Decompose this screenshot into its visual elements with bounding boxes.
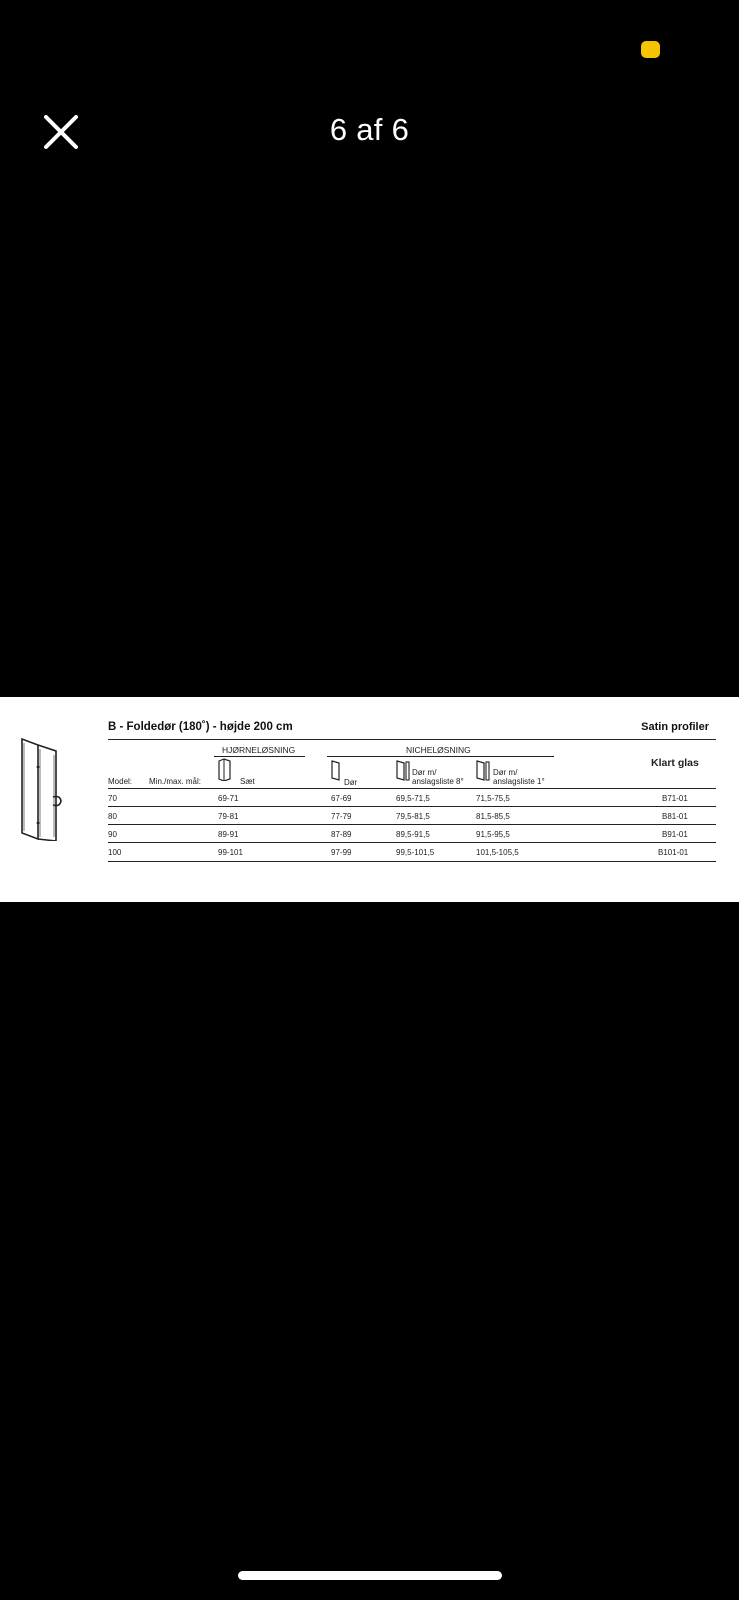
row-rule xyxy=(108,806,716,807)
group-corner-rule xyxy=(214,756,305,757)
status-indicator xyxy=(641,41,660,58)
col-set: Sæt xyxy=(240,777,255,786)
col-strip1-line2: anslagsliste 1° xyxy=(493,777,545,786)
document-title: B - Foldedør (180˚) - højde 200 cm xyxy=(108,721,293,733)
cell-door: 77-79 xyxy=(331,812,352,821)
col-glass: Klart glas xyxy=(651,757,699,769)
cell-strip8: 89,5-91,5 xyxy=(396,830,430,839)
col-door: Dør xyxy=(344,778,358,787)
table-bottom-rule xyxy=(108,861,716,862)
cell-glass: B101-01 xyxy=(658,848,689,857)
door-icon xyxy=(330,759,342,781)
col-strip8-line1: Dør m/ xyxy=(412,768,437,777)
cell-strip8: 99,5-101,5 xyxy=(396,848,435,857)
col-model: Model: xyxy=(108,777,133,786)
cell-door: 87-89 xyxy=(331,830,352,839)
cell-strip8: 69,5-71,5 xyxy=(396,794,430,803)
cell-strip1: 71,5-75,5 xyxy=(476,794,510,803)
document-image[interactable] xyxy=(0,697,739,902)
cell-strip1: 101,5-105,5 xyxy=(476,848,519,857)
row-rule xyxy=(108,842,716,843)
door-strip1-icon xyxy=(475,759,491,781)
cell-set: 69-71 xyxy=(218,794,239,803)
cell-model: 100 xyxy=(108,848,122,857)
door-strip8-icon xyxy=(395,759,411,781)
col-minmax: Min./max. mål: xyxy=(149,777,202,786)
cell-glass: B91-01 xyxy=(662,830,688,839)
group-corner-label: HJØRNELØSNING xyxy=(222,745,296,755)
title-rule xyxy=(108,739,716,740)
cell-model: 70 xyxy=(108,794,117,803)
group-niche-label: NICHELØSNING xyxy=(406,745,471,755)
cell-model: 90 xyxy=(108,830,117,839)
profile-label: Satin profiler xyxy=(641,721,709,733)
cell-strip8: 79,5-81,5 xyxy=(396,812,430,821)
header-rule xyxy=(108,788,716,789)
cell-door: 97-99 xyxy=(331,848,352,857)
group-niche-rule xyxy=(327,756,554,757)
col-strip1-line1: Dør m/ xyxy=(493,768,518,777)
cell-door: 67-69 xyxy=(331,794,352,803)
cell-set: 79-81 xyxy=(218,812,239,821)
cell-strip1: 91,5-95,5 xyxy=(476,830,510,839)
cell-set: 89-91 xyxy=(218,830,239,839)
cell-glass: B81-01 xyxy=(662,812,688,821)
cell-glass: B71-01 xyxy=(662,794,688,803)
home-indicator[interactable] xyxy=(238,1571,502,1580)
cell-set: 99-101 xyxy=(218,848,243,857)
cell-strip1: 81,5-85,5 xyxy=(476,812,510,821)
corner-set-icon xyxy=(217,758,232,781)
row-rule xyxy=(108,824,716,825)
col-strip8-line2: anslagsliste 8° xyxy=(412,777,464,786)
fold-door-icon xyxy=(16,737,62,841)
cell-model: 80 xyxy=(108,812,117,821)
image-counter: 6 af 6 xyxy=(329,112,410,147)
